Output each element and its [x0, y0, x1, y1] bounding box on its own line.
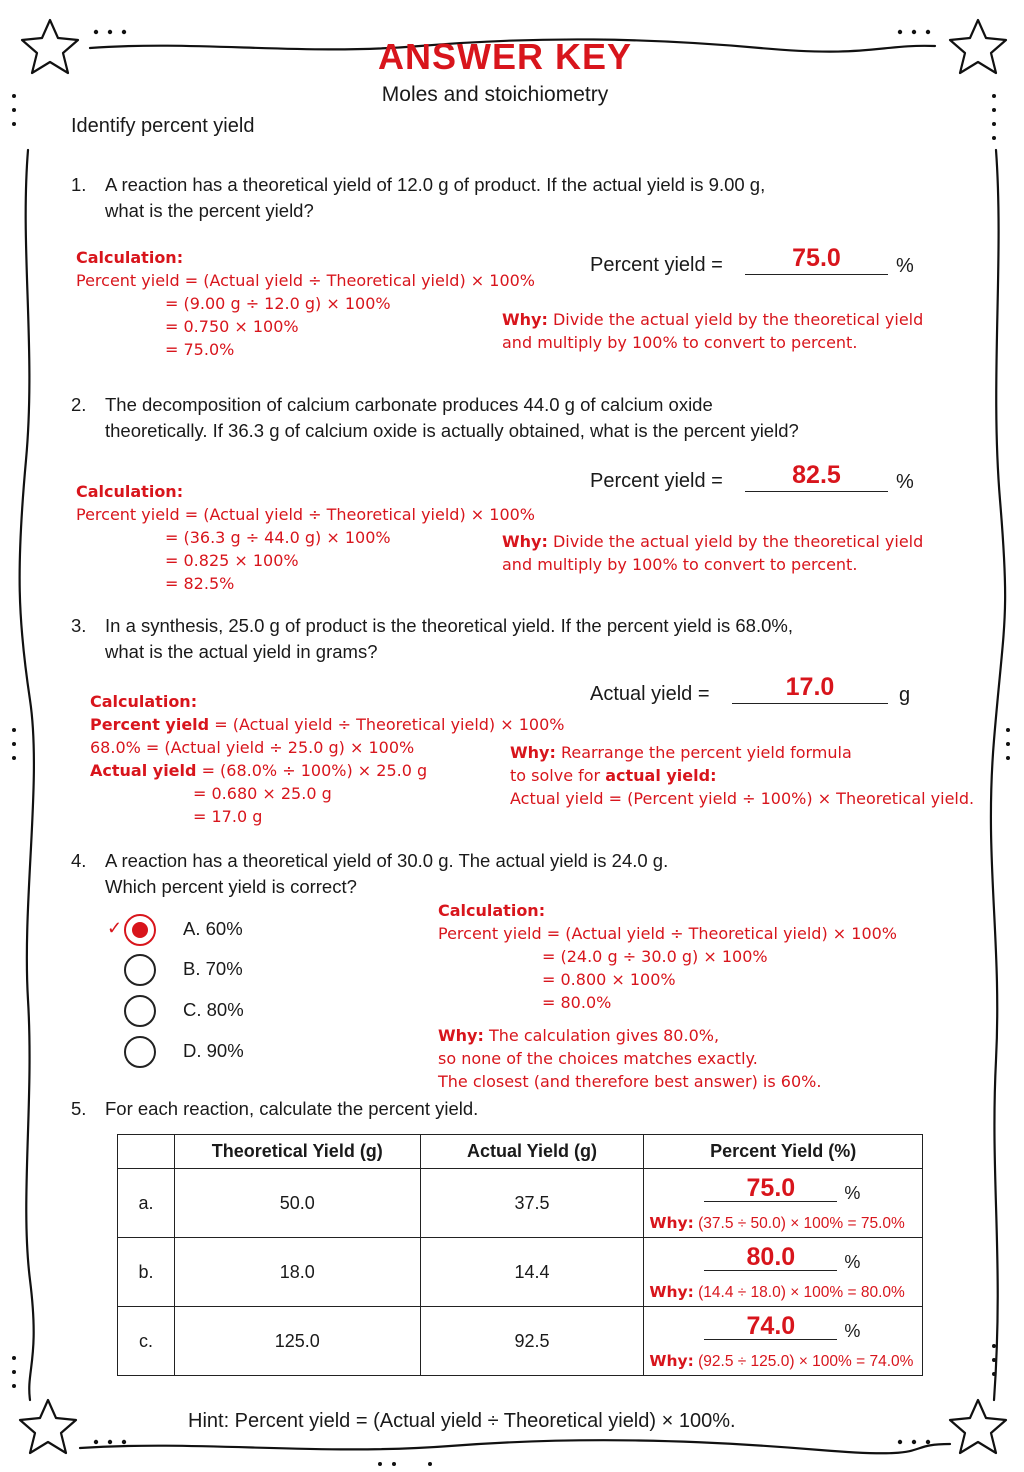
question-5: [71, 1096, 951, 1124]
calculation-term: Actual yield: [90, 761, 197, 780]
calculation-line: = 0.750 × 100%: [165, 317, 299, 336]
calculation-line: [90, 713, 565, 736]
table-row: [118, 1238, 923, 1307]
why-text: Rearrange the percent yield formula: [560, 743, 852, 762]
question-number: 2.: [71, 394, 87, 415]
explanation-block: [502, 530, 923, 576]
question-text: what is the percent yield?: [105, 200, 314, 221]
answer-field: 17.0: [732, 673, 888, 704]
why-formula: (92.5 ÷ 125.0) × 100% = 74.0%: [698, 1353, 914, 1370]
answer-field: 82.5: [745, 461, 888, 492]
percent-answer: 80.0: [704, 1244, 837, 1271]
question-number: 1.: [71, 174, 87, 195]
calculation-line: = (Actual yield ÷ Theoretical yield) × 100%: [214, 715, 565, 734]
percent-unit: %: [844, 1252, 861, 1272]
percent-unit: %: [844, 1321, 861, 1341]
table-header: Percent Yield (%): [644, 1135, 923, 1169]
table-row: [118, 1307, 923, 1376]
star-icon: [20, 1400, 76, 1453]
calculation-title: Calculation:: [90, 692, 198, 711]
section-heading: Identify percent yield: [71, 115, 255, 137]
why-formula: (14.4 ÷ 18.0) × 100% = 80.0%: [698, 1284, 905, 1301]
question-2: [71, 392, 951, 452]
question-text: theoretically. If 36.3 g of calcium oxide is actually obtained, what is the percent yield?: [105, 420, 799, 441]
percent-yield-cell: [644, 1169, 923, 1238]
yield-table: [117, 1134, 923, 1376]
calculation-line: = 17.0 g: [193, 807, 263, 826]
table-header: Theoretical Yield (g): [174, 1135, 420, 1169]
calculation-title: Calculation:: [76, 482, 184, 501]
star-icon: [950, 1400, 1006, 1453]
table-row: [118, 1169, 923, 1238]
why-text: [649, 1352, 913, 1371]
question-number: 5.: [71, 1098, 87, 1119]
why-text: Divide the actual yield by the theoretical yield: [552, 310, 924, 329]
actual-yield-cell: 92.5: [420, 1307, 644, 1376]
calculation-line: = (24.0 g ÷ 30.0 g) × 100%: [542, 947, 768, 966]
question-text: In a synthesis, 25.0 g of product is the theoretical yield. If the percent yield is 68.0%,: [105, 615, 793, 636]
answer-unit: %: [896, 255, 914, 277]
question-text: For each reaction, calculate the percent yield.: [105, 1098, 479, 1119]
why-label: Why:: [649, 1214, 694, 1232]
calculation-title: Calculation:: [76, 248, 184, 267]
answer-label: Percent yield =: [590, 254, 723, 276]
check-mark-icon: ✓: [107, 918, 123, 938]
answer-unit: %: [896, 471, 914, 493]
why-emphasis: actual yield:: [605, 766, 717, 785]
calculation-block: [76, 480, 535, 595]
calculation-line: Percent yield = (Actual yield ÷ Theoretical yield) × 100%: [76, 271, 536, 290]
calculation-line: = (36.3 g ÷ 44.0 g) × 100%: [165, 528, 391, 547]
why-label: Why:: [649, 1352, 694, 1370]
why-label: Why:: [649, 1283, 694, 1301]
row-label: b.: [118, 1238, 175, 1307]
option-label: D. 90%: [183, 1040, 244, 1061]
question-text: A reaction has a theoretical yield of 30.0 g. The actual yield is 24.0 g.: [105, 850, 669, 871]
answer-label: Percent yield =: [590, 470, 723, 492]
radio-option-b[interactable]: [124, 954, 156, 986]
calculation-line: = 82.5%: [165, 574, 235, 593]
calculation-block: [438, 899, 897, 1014]
row-label: a.: [118, 1169, 175, 1238]
question-text: what is the actual yield in grams?: [105, 641, 378, 662]
theoretical-yield-cell: 125.0: [174, 1307, 420, 1376]
page-title: ANSWER KEY: [377, 36, 633, 77]
why-text: [649, 1214, 904, 1233]
why-label: Why:: [438, 1026, 484, 1045]
why-text: Divide the actual yield by the theoretical yield: [552, 532, 924, 551]
calculation-line: = 0.680 × 25.0 g: [193, 784, 332, 803]
calculation-line: = (68.0% ÷ 100%) × 25.0 g: [201, 761, 428, 780]
page-subtitle: Moles and stoichiometry: [381, 83, 609, 106]
why-text: The calculation gives 80.0%,: [488, 1026, 720, 1045]
percent-answer: 74.0: [704, 1313, 837, 1340]
calculation-block: [76, 246, 535, 361]
calculation-line: [90, 759, 565, 782]
option-label: A. 60%: [183, 918, 243, 939]
calculation-block: [90, 690, 565, 828]
percent-unit: %: [844, 1183, 861, 1203]
question-text: A reaction has a theoretical yield of 12.0 g of product. If the actual yield is 9.00 g,: [105, 174, 766, 195]
calculation-line: Percent yield = (Actual yield ÷ Theoretical yield) × 100%: [76, 505, 536, 524]
table-header-row: [118, 1135, 923, 1169]
option-label: C. 80%: [183, 999, 244, 1020]
calculation-title: Calculation:: [438, 901, 546, 920]
radio-option-a[interactable]: [124, 914, 156, 946]
theoretical-yield-cell: 18.0: [174, 1238, 420, 1307]
why-text: The closest (and therefore best answer) is 60%.: [438, 1072, 822, 1091]
calculation-line: = 0.800 × 100%: [542, 970, 676, 989]
question-number: 4.: [71, 850, 87, 871]
table-header: [118, 1135, 175, 1169]
percent-answer: 75.0: [704, 1175, 837, 1202]
why-label: Why:: [502, 310, 548, 329]
actual-yield-cell: 37.5: [420, 1169, 644, 1238]
percent-yield-cell: [644, 1307, 923, 1376]
calculation-line: = 75.0%: [165, 340, 235, 359]
explanation-block: [510, 741, 974, 810]
explanation-block: [438, 1024, 821, 1093]
question-text: The decomposition of calcium carbonate produces 44.0 g of calcium oxide: [105, 394, 713, 415]
why-text: to solve for actual yield:: [510, 766, 717, 785]
answer-label: Actual yield =: [590, 683, 710, 705]
theoretical-yield-cell: 50.0: [174, 1169, 420, 1238]
row-label: c.: [118, 1307, 175, 1376]
question-text: Which percent yield is correct?: [105, 876, 357, 897]
question-number: 3.: [71, 615, 87, 636]
actual-yield-cell: 14.4: [420, 1238, 644, 1307]
calculation-term: Percent yield: [90, 715, 210, 734]
why-text: [649, 1283, 904, 1302]
answer-field: 75.0: [745, 244, 888, 275]
calculation-line: 68.0% = (Actual yield ÷ 25.0 g) × 100%: [90, 738, 415, 757]
explanation-block: [502, 308, 923, 354]
why-text: so none of the choices matches exactly.: [438, 1049, 758, 1068]
option-label: B. 70%: [183, 958, 243, 979]
radio-option-c[interactable]: [124, 995, 156, 1027]
radio-selected-dot: [132, 922, 148, 938]
calculation-line: = 0.825 × 100%: [165, 551, 299, 570]
question-1: [71, 172, 951, 232]
calculation-line: Percent yield = (Actual yield ÷ Theoretical yield) × 100%: [438, 924, 898, 943]
why-text: and multiply by 100% to convert to percent.: [502, 555, 858, 574]
radio-option-d[interactable]: [124, 1036, 156, 1068]
question-3: [71, 613, 951, 673]
why-text: and multiply by 100% to convert to percent.: [502, 333, 858, 352]
why-label: Why:: [510, 743, 556, 762]
hint-text: Hint: Percent yield = (Actual yield ÷ Theoretical yield) × 100%.: [188, 1410, 736, 1432]
why-formula: (37.5 ÷ 50.0) × 100% = 75.0%: [698, 1215, 905, 1232]
answer-unit: g: [899, 684, 911, 706]
percent-yield-cell: [644, 1238, 923, 1307]
table-header: Actual Yield (g): [420, 1135, 644, 1169]
calculation-line: = (9.00 g ÷ 12.0 g) × 100%: [165, 294, 391, 313]
why-text: Actual yield = (Percent yield ÷ 100%) × Theoretical yield.: [510, 789, 975, 808]
calculation-line: = 80.0%: [542, 993, 612, 1012]
why-label: Why:: [502, 532, 548, 551]
